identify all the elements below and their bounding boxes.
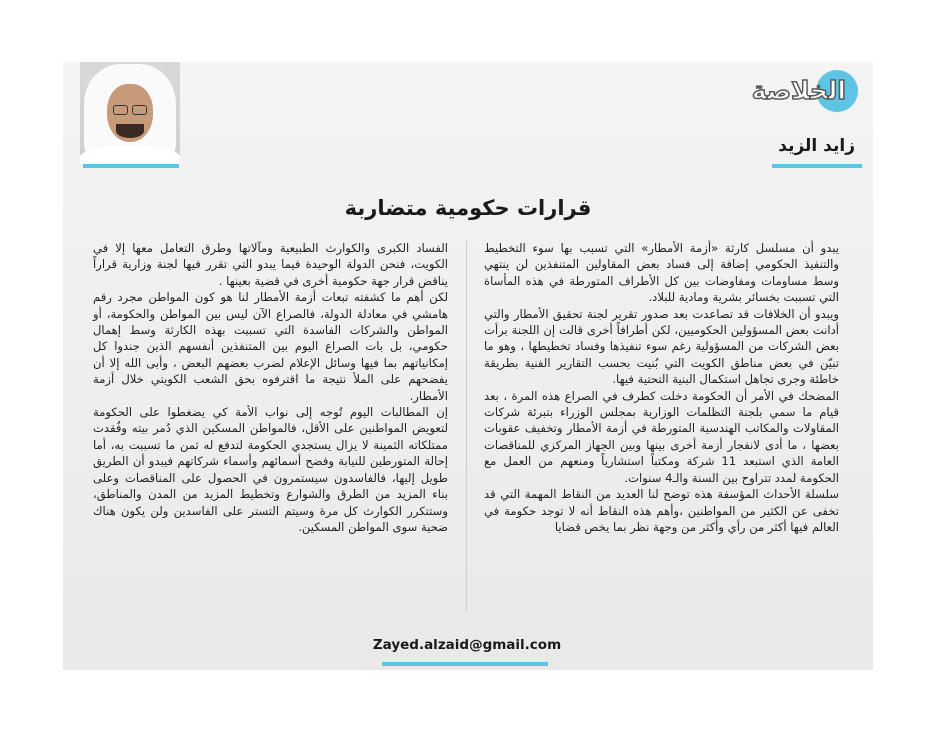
paragraph: إن المطالبات اليوم تُوجه إلى نواب الأمة كي يضغطوا على الحكومة لتعويض المواطنين على الأقل، فالمواطن المسكين الذي دُمر بيته وفُقدت ممتلكاته الثمينة لا يزال يستجدي الحكومة لتدفع له ثمن ما تسببت به، أما إحالة المتورطين للنيابة وفضح أسمائهم وأسماء شركاتهم فيبدو أن الطريق طويل إليها، فالفاسدون سيستمرون في الحصول على المناقصات وعلى بناء المزيد من الطرق والشوارع وتخطيط المزيد من المدن والمناطق، وستتكرر الكوارث كل مرة وسيتم التستر على الفاسدين ولن يكون هناك ضحية سوى المواطن المسكين. — [93, 405, 448, 534]
brand-name: الخلاصة — [751, 76, 846, 105]
article-column-left — [93, 240, 448, 535]
author-portrait-icon — [80, 62, 180, 164]
author-name: زايد الزيد — [778, 136, 855, 156]
paragraph: سلسلة الأحداث المؤسفة هذه توضح لنا العديد من النقاط المهمة التي قد تخفى عن الكثير من المواطنين ،وأهم هذه النقاط أنه لا توجد حكومة في العالم فيها أكثر من رأي وأكثر من وجهة نظر بما يخص قضايا — [484, 487, 839, 534]
article-column-right — [484, 240, 839, 535]
email-underline — [382, 662, 548, 666]
portrait-underline — [83, 164, 179, 168]
paragraph: الفساد الكبرى والكوارث الطبيعية ومآلاتها وطرق التعامل معها إلا في الكويت، فنحن الدولة الوحيدة فيما يبدو التي تقرر فيها لجنة وزارية قراراً يناقض قرار جهة حكومية أخرى في قضية بعينها . — [93, 241, 448, 288]
paragraph: ويبدو أن الخلافات قد تصاعدت بعد صدور تقرير لجنة تحقيق الأمطار والتي أدانت بعض المسؤولين الحكوميين، لكن أطرافاً أخرى قالت إن اللجنة برأت بعض الشركات من المسؤولية رغم سوء تنفيذها وفساد تخطيطها ، وهو ما تبيّن في بعض مناطق الكويت التي بُنيت بحسب التقارير الفنية بطريقة خاطئة وجرى تجاهل استكمال البنية التحتية فيها. — [484, 306, 839, 387]
brand-logo — [738, 70, 858, 112]
paragraph: المضحك في الأمر أن الحكومة دخلت كطرف في الصراع هذه المرة ، بعد قيام ما سمي بلجنة التظلمات الوزارية بمجلس الوزراء بتبرئة شركات المقاولات والمكاتب الهندسية المتورطة في أزمة الأمطار وتخفيف عقوبات بعضها ، ما أدى لانفجار أزمة أخرى بينها وبين الجهاز المركزي للمناقصات العامة الذي استبعد 11 شركة ومكتباً استشارياً ومنعهم من العمل مع الحكومة لمدد تتراوح بين السنة والـ4 سنوات. — [484, 388, 839, 485]
paragraph: لكن أهم ما كشفته تبعات أزمة الأمطار لنا هو كون المواطن مجرد رقم هامشي في معادلة الدولة، فالصراع الآن ليس بين المواطن والحكومة، أو المواطن والشركات الفاسدة التي تسببت بهذه الكارثة وسط إهمال حكومي، بل بات الصراع اليوم بين المتنفذين أنفسهم الذين جندوا كل إمكانياتهم بما فيها وسائل الإعلام لضرب بعضهم البعض ، وأبى الله إلا أن يفضحهم على الملأ نتيجة ما اقترفوه بحق الشعب الكويتي خلال أزمة الأمطار. — [93, 290, 448, 403]
author-underline — [772, 164, 862, 168]
article-headline: قرارات حكومية متضاربة — [344, 196, 592, 220]
author-email: Zayed.alzaid@gmail.com — [372, 637, 562, 653]
column-divider — [466, 240, 467, 612]
paragraph: يبدو أن مسلسل كارثة «أزمة الأمطار» التي تسبب بها سوء التخطيط والتنفيذ الحكومي إضافة إلى فساد بعض المقاولين المتنفذين لن ينتهي وسط مساومات ومفاوضات بين كل الأطراف المتورطة في هذه المأساة التي تسببت بخسائر بشرية ومادية للبلاد. — [484, 241, 839, 305]
